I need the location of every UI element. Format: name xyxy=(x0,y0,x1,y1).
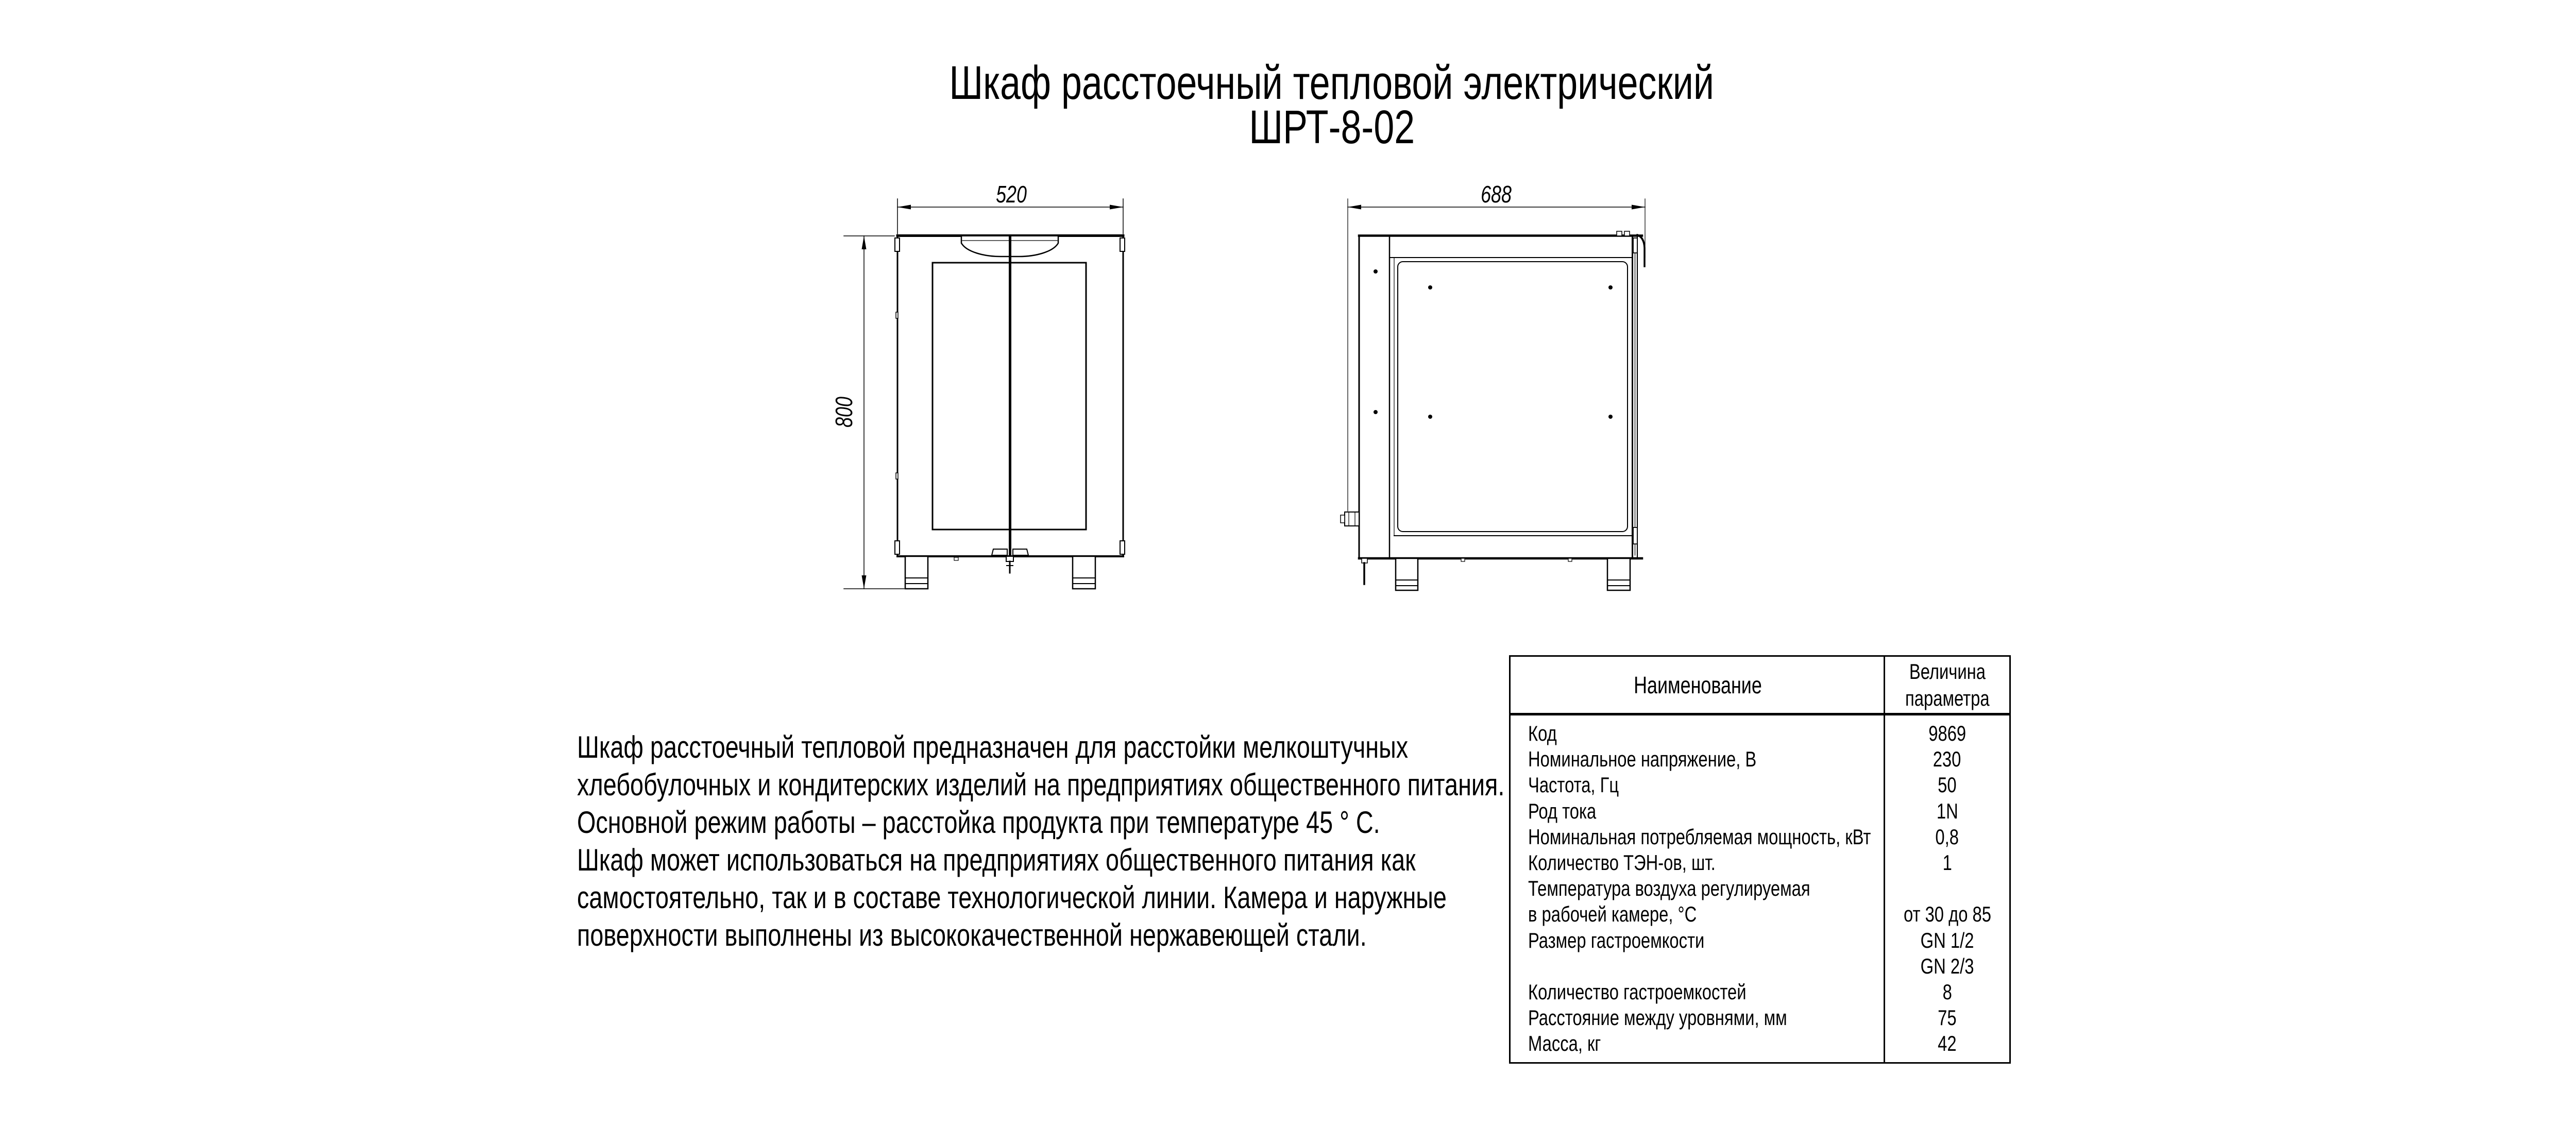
title-text-line2: ШРТ-8-02 xyxy=(1249,101,1415,153)
arrowhead-up-icon xyxy=(862,236,867,249)
side-depth-dimension-label: 688 xyxy=(1481,181,1512,208)
description-line: Шкаф расстоечный тепловой предназначен для расстойки мелкоштучных xyxy=(577,730,1409,764)
side-view-drawing xyxy=(1319,175,1680,618)
front-feet xyxy=(905,556,1095,589)
spec-table-header-name: Наименование xyxy=(1634,671,1762,698)
description-line: поверхности выполнены из высококачественной нержавеющей стали. xyxy=(577,918,1367,952)
title-text-line1: Шкаф расстоечный тепловой электрический xyxy=(949,57,1715,109)
arrowhead-left-icon xyxy=(1348,205,1361,210)
door-hook xyxy=(1637,235,1645,266)
description-line: хлебобулочных и кондитерских изделий на предприятиях общественного питания. xyxy=(577,767,1505,802)
front-height-dimension-label: 800 xyxy=(831,397,858,428)
table-row: GN 2/3 xyxy=(1920,953,1974,978)
cable-gland xyxy=(1341,512,1359,526)
spec-table-rows xyxy=(1511,715,2009,1062)
description-line: самостоятельно, так и в составе технологической линии. Камера и наружные xyxy=(577,880,1447,915)
front-height-dimension xyxy=(831,236,904,589)
table-row: Номинальное напряжение, В 230 xyxy=(1528,747,1961,772)
page-title xyxy=(714,57,1950,153)
description xyxy=(577,728,1556,954)
front-width-dimension-label: 520 xyxy=(996,181,1027,208)
table-row: в рабочей камере, °С от 30 до 85 xyxy=(1528,902,1991,927)
table-row: Частота, Гц 50 xyxy=(1528,773,1957,797)
description-line: Шкаф может использоваться на предприятиях общественного питания как xyxy=(577,843,1416,877)
arrowhead-right-icon xyxy=(1110,205,1123,210)
panel-screws xyxy=(1374,269,1613,419)
arrowhead-down-icon xyxy=(862,575,867,589)
table-row: Количество гастроемкостей 8 xyxy=(1528,979,1952,1004)
bottom-pin xyxy=(1362,558,1367,584)
table-row: Масса, кг 42 xyxy=(1528,1031,1957,1056)
front-view-drawing xyxy=(824,175,1154,618)
side-feet xyxy=(1396,558,1630,590)
spec-table xyxy=(1509,655,2011,1064)
side-depth-dimension xyxy=(1348,181,1645,511)
page-title-line1 xyxy=(714,57,1950,109)
page-title-line2 xyxy=(714,101,1950,153)
table-row: Род тока 1N xyxy=(1528,798,1958,823)
table-row: Температура воздуха регулируемая xyxy=(1528,876,1810,901)
spec-table-header-value: Величина параметра xyxy=(1905,659,1990,710)
table-row: Номинальная потребляемая мощность, кВт 0,8 xyxy=(1528,824,1959,849)
side-panel xyxy=(1398,262,1628,532)
table-row: Количество ТЭН-ов, шт. 1 xyxy=(1528,850,1952,875)
arrowhead-left-icon xyxy=(897,205,911,210)
table-row: Код 9869 xyxy=(1528,721,1966,746)
arrowhead-right-icon xyxy=(1632,205,1645,210)
side-door-edge xyxy=(1617,231,1645,558)
spec-table-header xyxy=(1511,657,2009,713)
table-row: Размер гастроемкости GN 1/2 xyxy=(1528,928,1974,952)
description-line: Основной режим работы – расстойка продукта при температуре 45 ° С. xyxy=(577,805,1380,840)
side-cabinet-body xyxy=(1359,236,1642,559)
front-width-dimension xyxy=(897,181,1123,234)
table-row: Расстояние между уровнями, мм 75 xyxy=(1528,1005,1957,1030)
